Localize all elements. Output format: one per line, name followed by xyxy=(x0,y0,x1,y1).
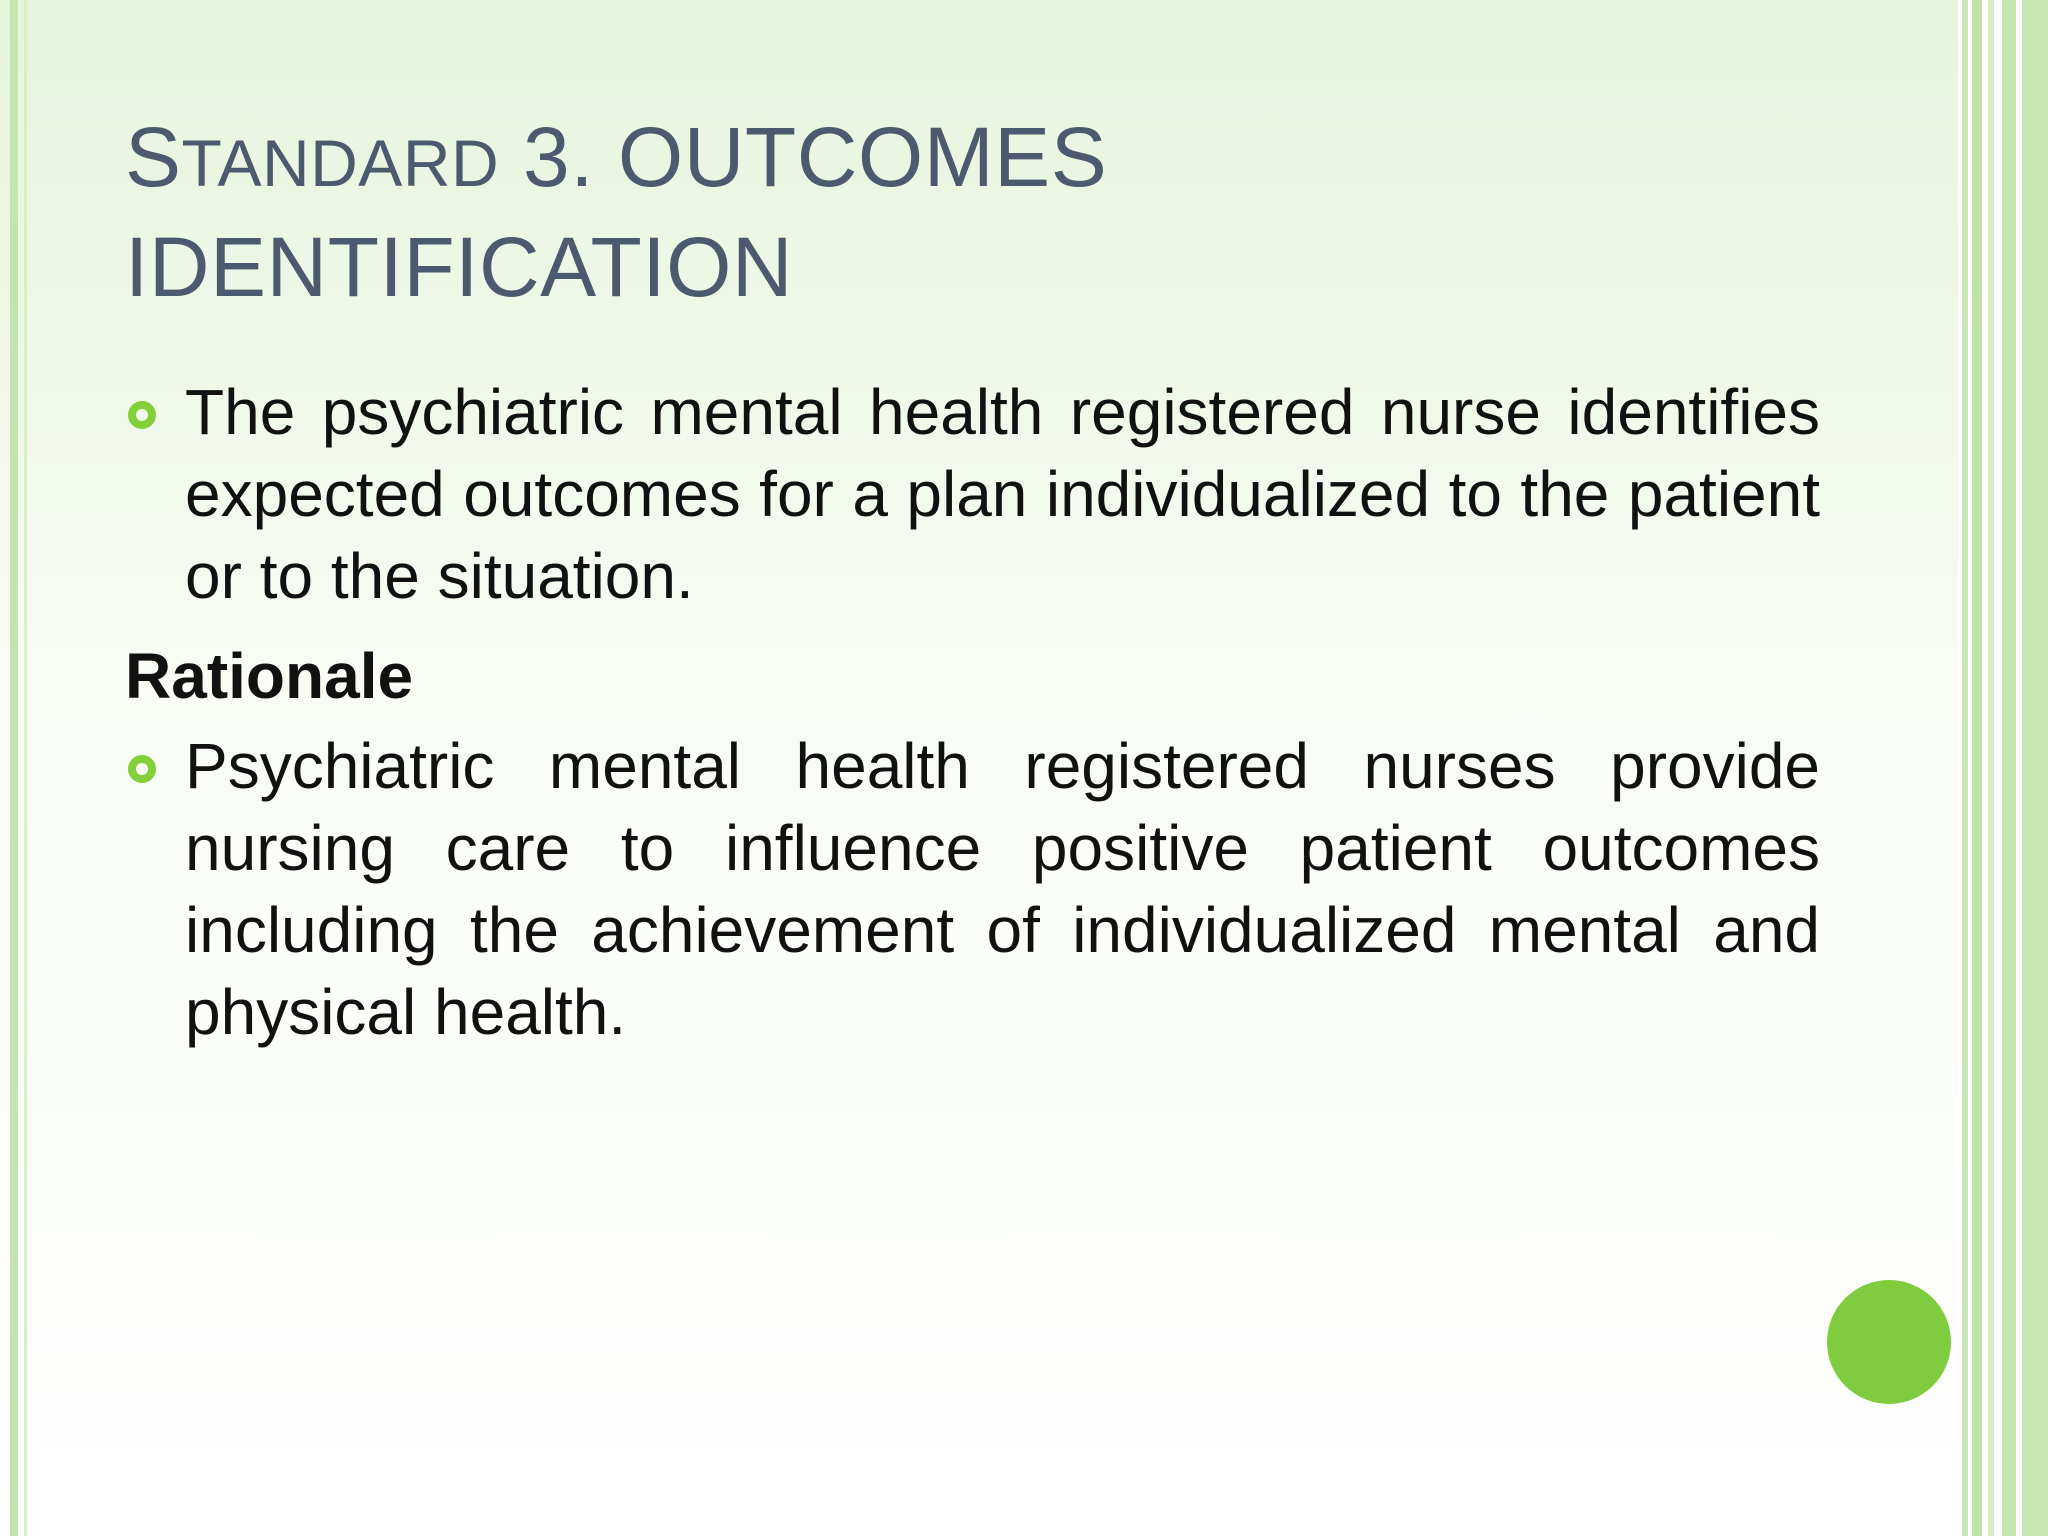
ring-bullet-icon xyxy=(128,755,156,783)
slide-content xyxy=(125,105,1820,1053)
slide-title xyxy=(125,105,1820,319)
bullet-text: The psychiatric mental health registered nurse identifies expected outcomes for a plan individualized to the patient or to the situation. xyxy=(185,376,1820,612)
title-line2: IDENTIFICATION xyxy=(125,220,794,314)
right-frame-bar xyxy=(1972,0,1982,1536)
right-frame-bar xyxy=(2022,0,2048,1536)
title-line1-end: 3. OUTCOMES xyxy=(499,110,1108,204)
bullet-text: Psychiatric mental health registered nurses provide nursing care to influence positive patient outcomes including the achievement of individualized mental and physical health. xyxy=(185,730,1820,1048)
title-line1 xyxy=(125,110,1107,204)
right-frame-bar xyxy=(1962,0,1968,1536)
left-border-stripe xyxy=(10,0,18,1536)
title-smallcaps-word: TANDARD xyxy=(181,126,500,200)
title-initial-letter: S xyxy=(125,110,182,204)
bullet-item-rationale xyxy=(125,725,1820,1053)
bullet-item-standard xyxy=(125,371,1820,617)
right-decorative-frame xyxy=(1958,0,2048,1536)
green-circle-decoration xyxy=(1827,1280,1951,1404)
right-frame-bar xyxy=(1988,0,1994,1536)
ring-bullet-icon xyxy=(128,401,156,429)
rationale-heading: Rationale xyxy=(125,640,414,712)
left-border-stripe-inner xyxy=(24,0,27,1536)
right-frame-bar xyxy=(2002,0,2016,1536)
